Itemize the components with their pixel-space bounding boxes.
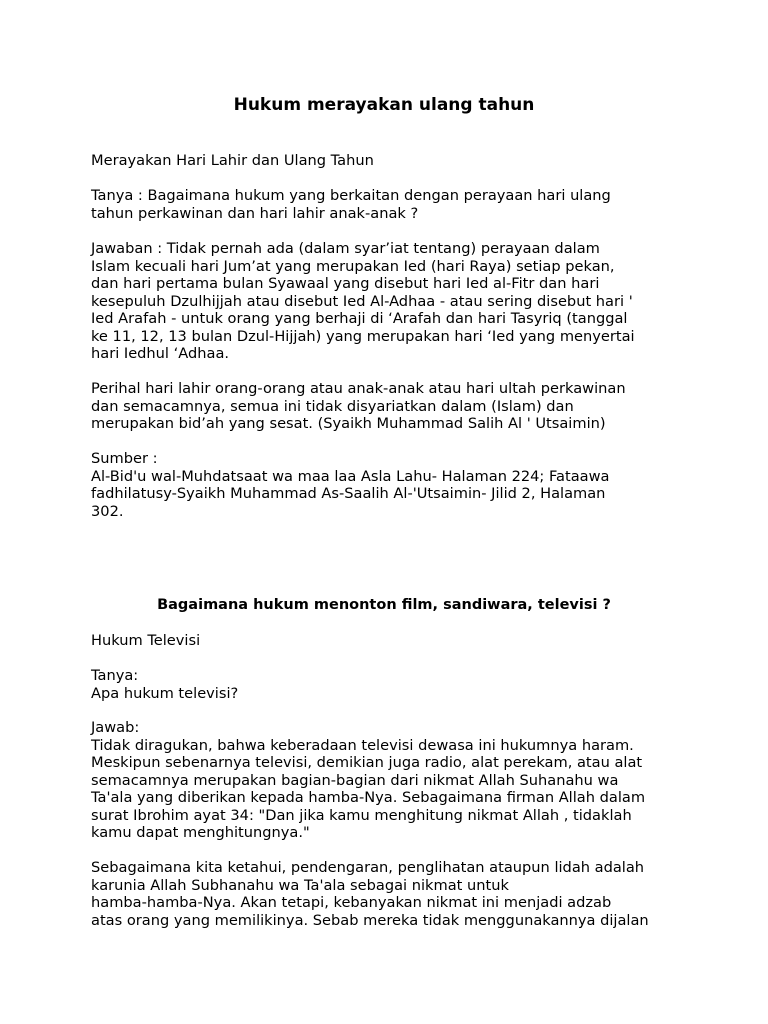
text-line: dan hari pertama bulan Syawaal yang disebut hari Ied al-Fitr dan hari [91,275,600,292]
section2-paragraph [91,859,691,929]
text-line: surat Ibrohim ayat 34: "Dan jika kamu menghitung nikmat Allah , tidaklah [91,806,632,824]
section1-question [91,187,691,222]
text-line: Ta'ala yang diberikan kepada hamba-Nya. Sebagaimana firman Allah dalam [91,789,646,806]
section1-paragraph [91,380,691,433]
text-line: hari Iedhul ‘Adhaa. [91,345,230,362]
text-line: ke 11, 12, 13 bulan Dzul-Hijjah) yang merupakan hari ‘Ied yang menyertai [91,327,635,345]
text-line: Tanya: [91,667,139,684]
text-line: Jawaban : Tidak pernah ada (dalam syar’iat tentang) perayaan dalam [91,240,600,257]
section2-subtitle [91,632,691,650]
text-line: fadhilatusy-Syaikh Muhammad As-Saalih Al-'Utsaimin- Jilid 2, Halaman [91,485,606,502]
section2-question [91,667,691,702]
text-line: Hukum Televisi [91,632,201,649]
text-line: kesepuluh Dzulhijjah atau disebut Ied Al-Adhaa - atau sering disebut hari ' [91,292,633,310]
text-line: karunia Allah Subhanahu wa Ta'ala sebagai nikmat untuk [91,876,509,894]
text-line: semacamnya merupakan bagian-bagian dari nikmat Allah Suhanahu wa [91,771,619,789]
text-line: Jawab: [91,719,140,736]
section1-source [91,450,691,520]
section2-answer [91,719,691,842]
text-line: Sebagaimana kita ketahui, pendengaran, penglihatan ataupun lidah adalah [91,859,645,876]
text-line: dan semacamnya, semua ini tidak disyariatkan dalam (Islam) dan [91,397,574,415]
section2-title: Bagaimana hukum menonton film, sandiwara, televisi ? [157,597,611,613]
section1-subtitle [91,152,691,170]
text-line: Islam kecuali hari Jum’at yang merupakan Ied (hari Raya) setiap pekan, [91,257,615,275]
text-line: tahun perkawinan dan hari lahir anak-anak ? [91,204,419,222]
text-line: Al-Bid'u wal-Muhdatsaat wa maa laa Asla Lahu- Halaman 224; Fataawa [91,467,610,485]
text-line: Sumber : [91,450,158,467]
text-line: Tanya : Bagaimana hukum yang berkaitan dengan perayaan hari ulang [91,187,611,204]
text-line: hamba-hamba-Nya. Akan tetapi, kebanyakan nikmat ini menjadi adzab [91,894,612,911]
text-line: Perihal hari lahir orang-orang atau anak-anak atau hari ultah perkawinan [91,380,626,397]
text-line: Meskipun sebenarnya televisi, demikian juga radio, alat perekam, atau alat [91,754,643,771]
text-line: kamu dapat menghitungnya." [91,824,310,841]
text-line: Ied Arafah - untuk orang yang berhaji di ‘Arafah dan hari Tasyriq (tanggal [91,310,628,327]
text-line: Merayakan Hari Lahir dan Ulang Tahun [91,152,374,169]
text-line: 302. [91,502,124,520]
section1-title: Hukum merayakan ulang tahun [233,95,535,115]
text-line: atas orang yang memilikinya. Sebab mereka tidak menggunakannya dijalan [91,911,649,929]
section1-answer [91,240,691,363]
text-line: Apa hukum televisi? [91,684,239,702]
text-line: Tidak diragukan, bahwa keberadaan televisi dewasa ini hukumnya haram. [91,736,634,754]
text-line: merupakan bid’ah yang sesat. (Syaikh Muhammad Salih Al ' Utsaimin) [91,415,606,432]
